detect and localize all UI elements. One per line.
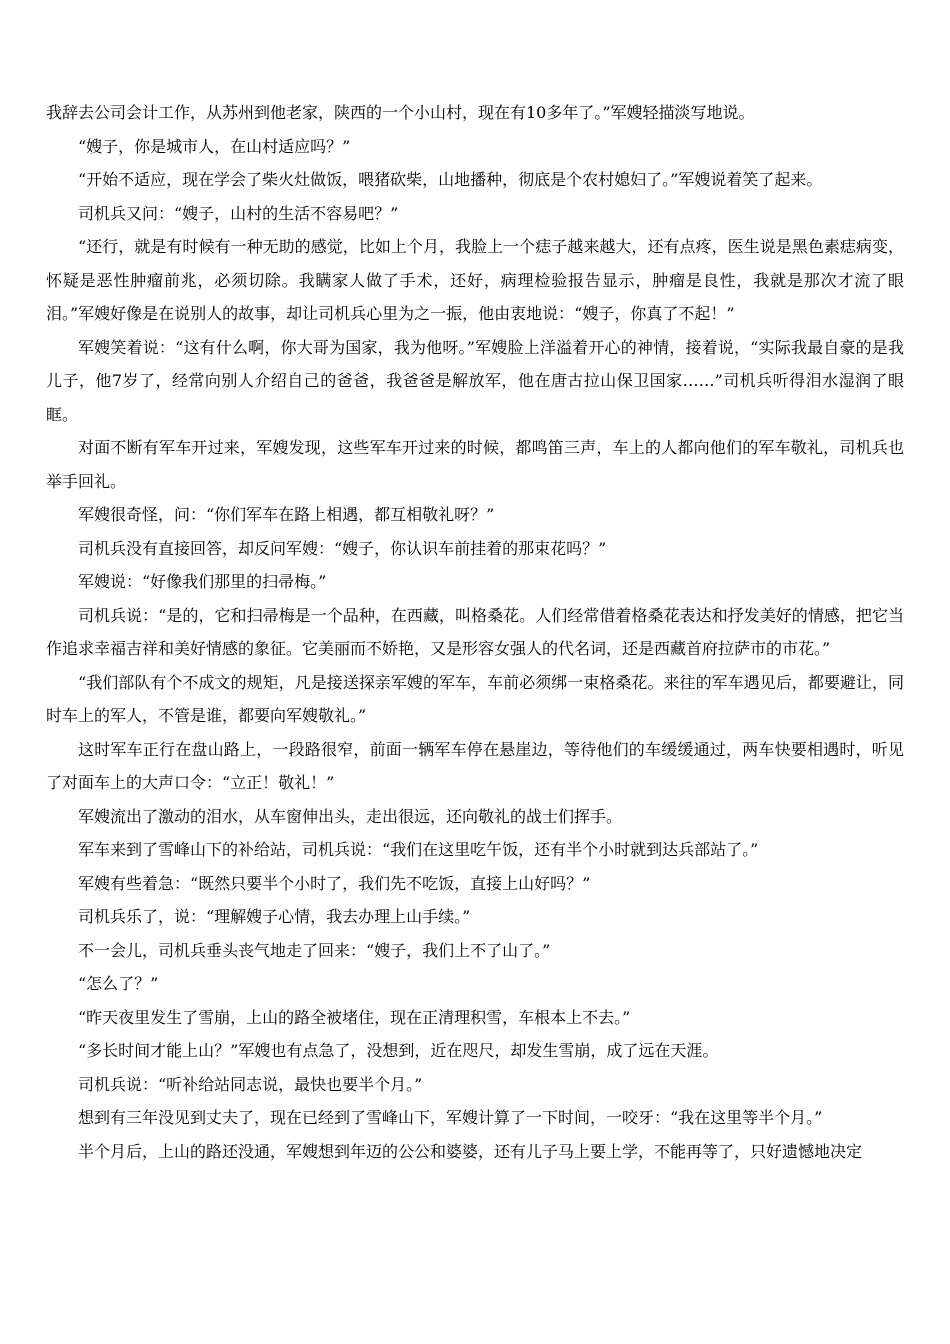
paragraph: 司机兵没有直接回答，却反问军嫂：“嫂子，你认识车前挂着的那束花吗？” bbox=[78, 538, 607, 558]
paragraph: 想到有三年没见到丈夫了，现在已经到了雪峰山下，军嫂计算了一下时间，一咬牙：“我在这里等半个月。” bbox=[78, 1108, 823, 1127]
paragraph: “多长时间才能上山？”军嫂也有点急了，没想到，近在咫尺，却发生雪崩，成了远在天涯。 bbox=[78, 1041, 719, 1060]
paragraph: “我们部队有个不成文的规矩，凡是接送探亲军嫂的军车，车前必须绑一束格桑花。来往的军车遇见后，都要避让，同时车上的军人，不管是谁，都要向军嫂敬礼。” bbox=[46, 672, 904, 725]
paragraph: 司机兵说：“是的，它和扫帚梅是一个品种，在西藏，叫格桑花。人们经常借着格桑花表达和抒发美好的情感，把它当作追求幸福吉祥和美好情感的象征。它美丽而不娇艳，又是形容女强人的代名词，还是西藏首府拉萨市的市花。” bbox=[46, 605, 904, 658]
paragraph: “怎么了？” bbox=[78, 974, 159, 993]
paragraph: “开始不适应，现在学会了柴火灶做饭，喂猪砍柴，山地播种，彻底是个农村媳妇了。”军嫂说着笑了起来。 bbox=[78, 170, 823, 189]
paragraph: 司机兵又问：“嫂子，山村的生活不容易吧？” bbox=[78, 203, 399, 223]
paragraph: 军嫂很奇怪，问：“你们军车在路上相遇，都互相敬礼呀？” bbox=[78, 505, 495, 524]
paragraph: 军嫂说：“好像我们那里的扫帚梅。” bbox=[78, 572, 327, 591]
paragraph: 司机兵乐了，说：“理解嫂子心情，我去办理上山手续。” bbox=[78, 907, 471, 926]
paragraph: “昨天夜里发生了雪崩，上山的路全被堵住，现在正清理积雪，车根本上不去。” bbox=[78, 1007, 631, 1027]
paragraph: 军嫂流出了激动的泪水，从车窗伸出头，走出很远，还向敬礼的战士们挥手。 bbox=[78, 806, 623, 826]
paragraph: 军嫂有些着急：“既然只要半个小时了，我们先不吃饭，直接上山好吗？” bbox=[78, 873, 591, 893]
paragraph: 这时军车正行在盘山路上，一段路很窄，前面一辆军车停在悬崖边，等待他们的车缓缓通过，两车快要相遇时，听见了对面车上的大声口令：“立正！敬礼！” bbox=[46, 739, 904, 792]
paragraph: “还行，就是有时候有一种无助的感觉，比如上个月，我脸上一个痣子越来越大，还有点疼，医生说是黑色素痣病变，怀疑是恶性肿瘤前兆，必须切除。我瞒家人做了手术，还好，病理检验报告显示，肿瘤是良性，我就是那次才流了眼泪。”军嫂好像是在说别人的故事，却让司机兵心里为之一振，他由衷地说：“嫂子，你真了不起！” bbox=[46, 237, 904, 323]
paragraph: 我辞去公司会计工作，从苏州到他老家，陕西的一个小山村，现在有10多年了。”军嫂轻描淡写地说。 bbox=[46, 103, 755, 122]
paragraph: “嫂子，你是城市人，在山村适应吗？” bbox=[78, 136, 351, 156]
paragraph: 司机兵说：“听补给站同志说，最快也要半个月。” bbox=[78, 1074, 423, 1094]
paragraph: 军嫂笑着说：“这有什么啊，你大哥为国家，我为他呀。”军嫂脸上洋溢着开心的神情，接着说，“实际我最自豪的是我儿子，他7岁了，经常向别人介绍自己的爸爸，我爸爸是解放军，他在唐古拉山保卫国家……”司机兵听得泪水湿润了眼眶。 bbox=[46, 337, 904, 424]
paragraph: 不一会儿，司机兵垂头丧气地走了回来：“嫂子，我们上不了山了。” bbox=[78, 940, 551, 960]
document-body bbox=[46, 96, 904, 1168]
paragraph: 军车来到了雪峰山下的补给站，司机兵说：“我们在这里吃午饭，还有半个小时就到达兵部站了。” bbox=[78, 840, 759, 859]
paragraph: 对面不断有军车开过来，军嫂发现，这些军车开过来的时候，都鸣笛三声，车上的人都向他们的军车敬礼，司机兵也举手回礼。 bbox=[46, 438, 904, 491]
paragraph: 半个月后，上山的路还没通，军嫂想到年迈的公公和婆婆，还有儿子马上要上学，不能再等了，只好遗憾地决定 bbox=[78, 1141, 863, 1161]
